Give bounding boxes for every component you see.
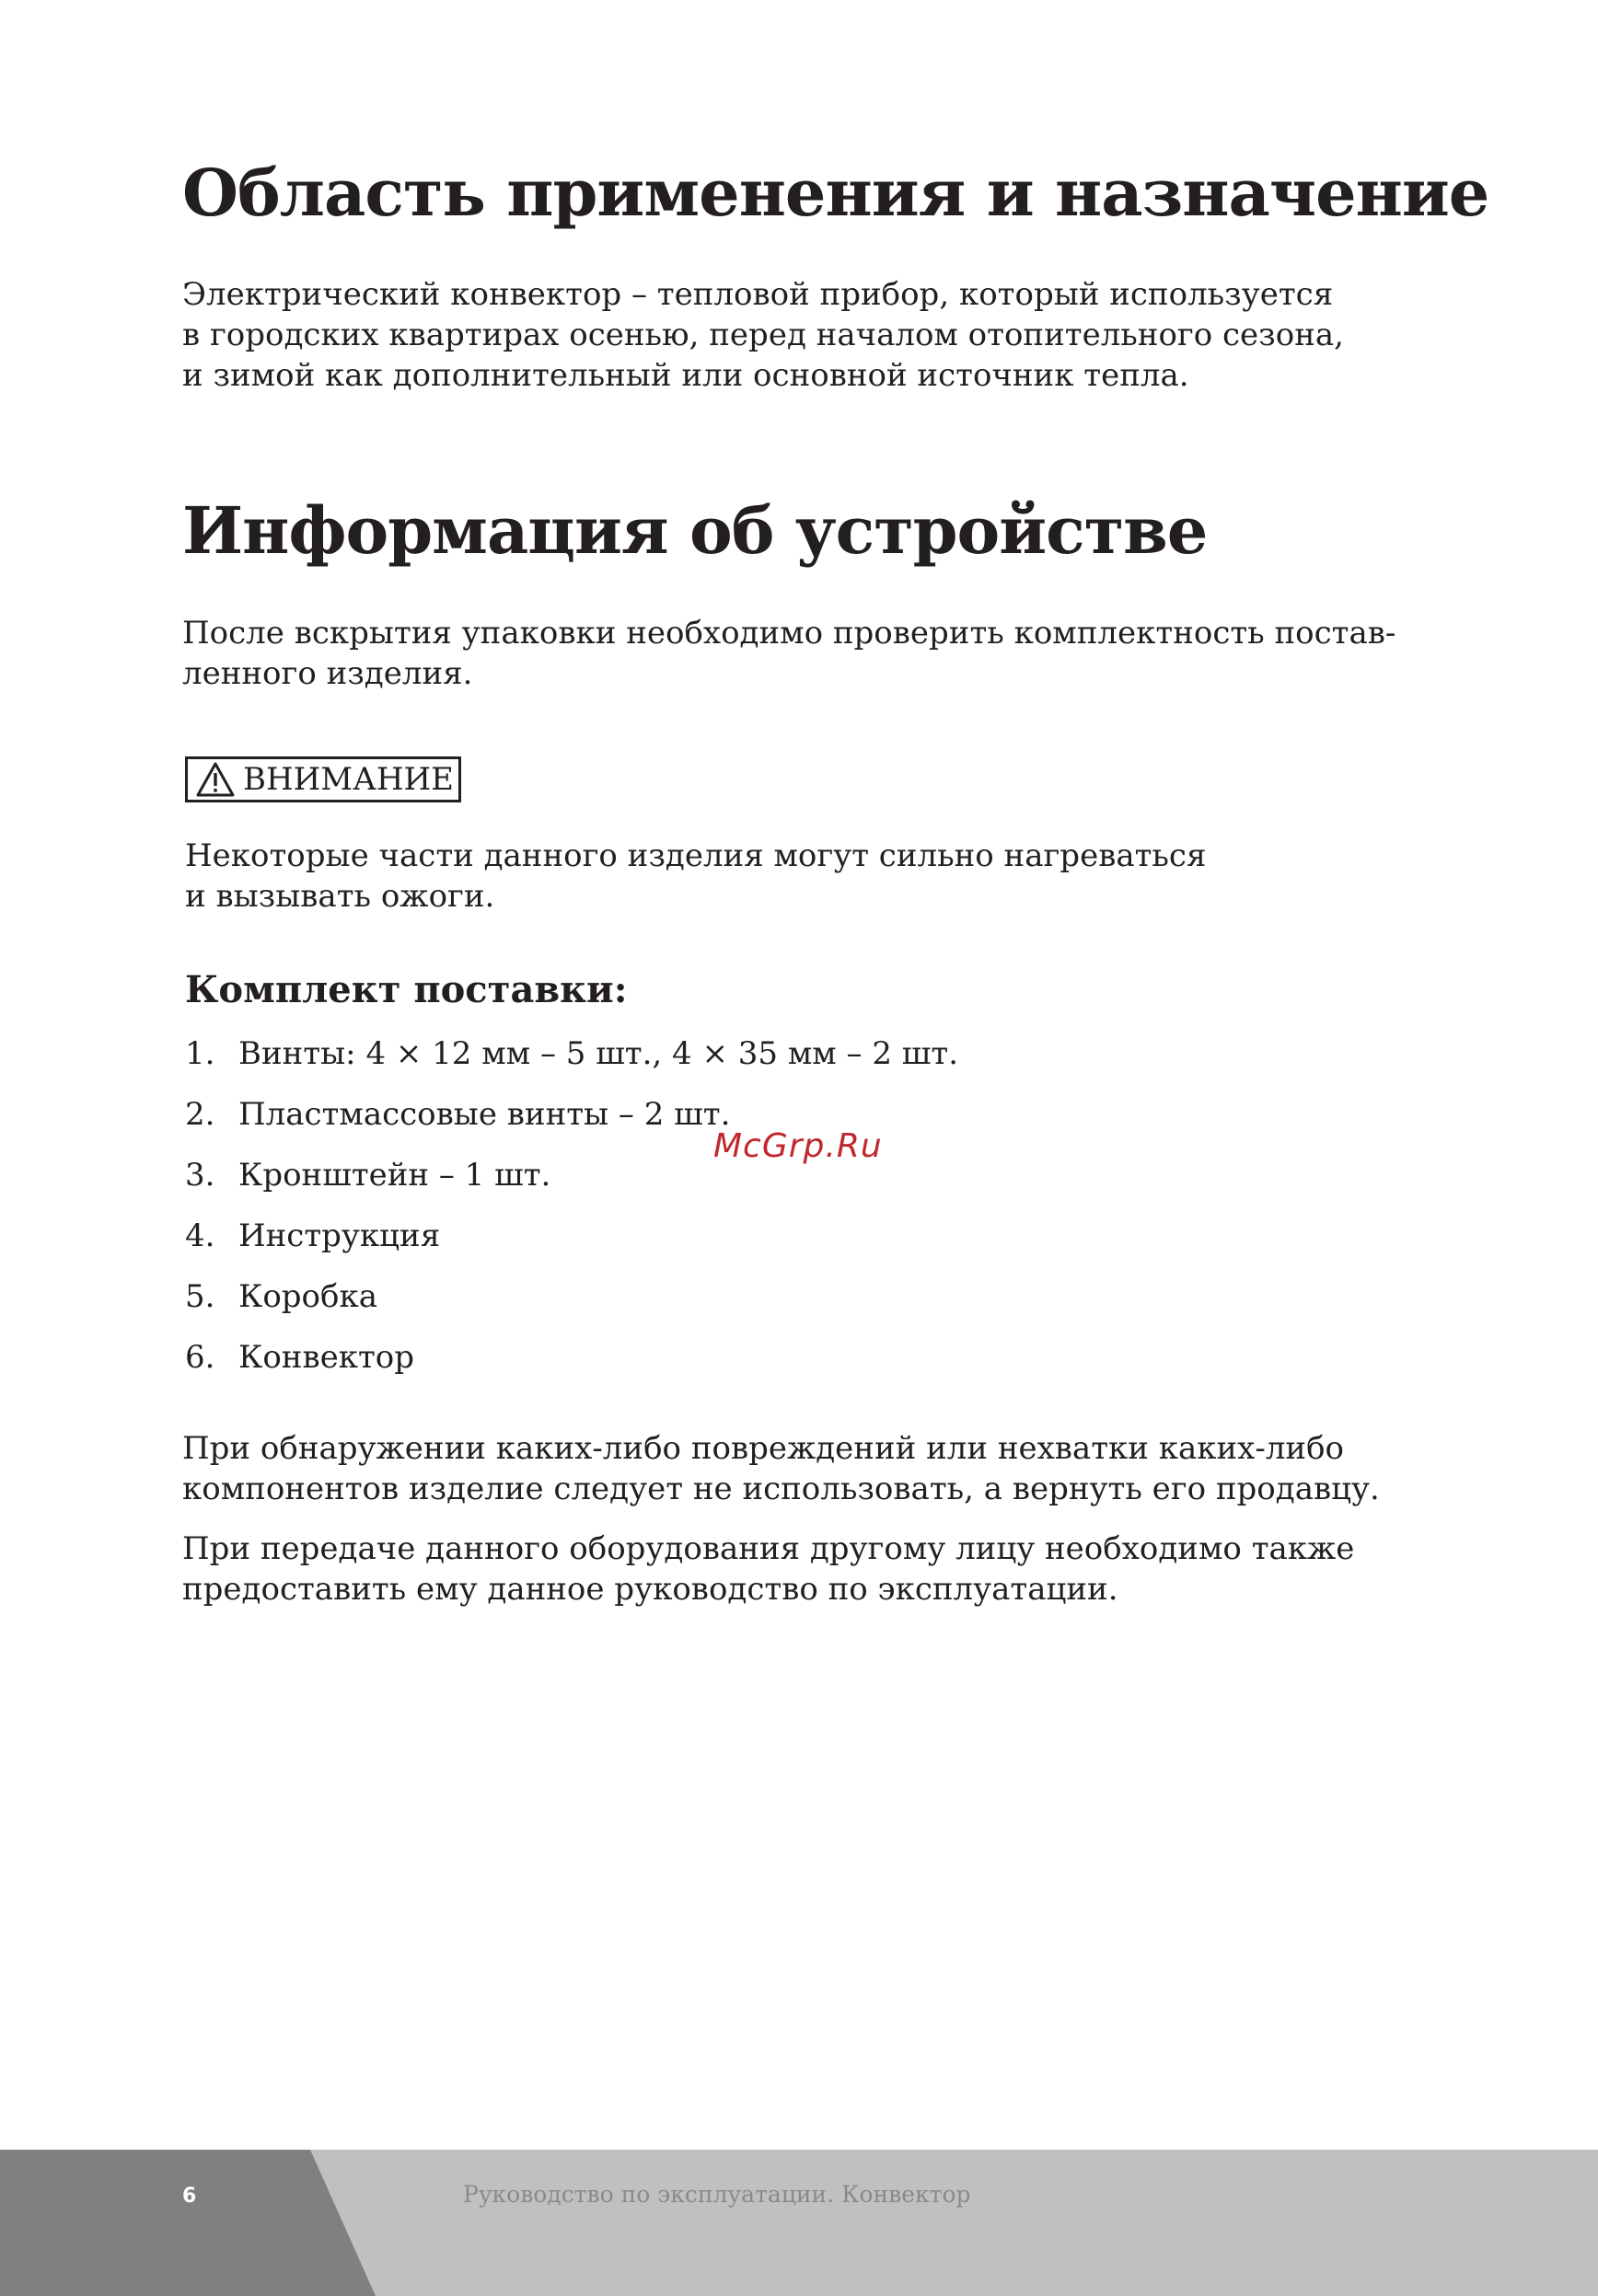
paragraph-line: Некоторые части данного изделия могут сильно нагреваться xyxy=(185,837,1207,874)
list-item xyxy=(185,1216,958,1276)
warning-label: ВНИМАНИЕ xyxy=(243,761,454,798)
paragraph-line: компонентов изделие следует не использовать, а вернуть его продавцу. xyxy=(182,1471,1380,1507)
package-contents-title: Комплект поставки: xyxy=(185,968,628,1011)
paragraph-line: После вскрытия упаковки необходимо проверить комплектность постав- xyxy=(182,615,1396,652)
list-item-number: 3. xyxy=(185,1157,215,1194)
paragraph-line: предоставить ему данное руководство по эксплуатации. xyxy=(182,1571,1118,1608)
list-item-text: Кронштейн – 1 шт. xyxy=(238,1157,551,1194)
paragraph-line: ленного изделия. xyxy=(182,655,473,692)
section-title-device-info: Информация об устройстве xyxy=(182,492,1208,569)
transfer-notice-paragraph xyxy=(182,1529,1354,1610)
list-item-text: Винты: 4 × 12 мм – 5 шт., 4 × 35 мм – 2 шт. xyxy=(238,1035,959,1072)
warning-badge xyxy=(185,756,461,802)
paragraph-line: Электрический конвектор – тепловой прибор, который используется xyxy=(182,276,1334,313)
device-info-paragraph xyxy=(182,613,1395,694)
paragraph-line: При передаче данного оборудования другому лицу необходимо также xyxy=(182,1530,1355,1567)
list-item xyxy=(185,1276,958,1337)
paragraph-line: При обнаружении каких-либо повреждений или нехватки каких-либо xyxy=(182,1430,1345,1467)
list-item-text: Конвектор xyxy=(238,1339,415,1376)
list-item-text: Пластмассовые винты – 2 шт. xyxy=(238,1096,731,1133)
list-item-number: 2. xyxy=(185,1096,215,1133)
list-item-text: Инструкция xyxy=(238,1217,441,1254)
footer-document-title: Руководство по эксплуатации. Конвектор xyxy=(463,2181,971,2208)
warning-triangle-icon xyxy=(195,761,236,798)
list-item xyxy=(185,1337,958,1398)
list-item xyxy=(185,1033,958,1094)
list-item-number: 4. xyxy=(185,1217,215,1254)
footer-dark-band xyxy=(0,2150,376,2296)
list-item-number: 6. xyxy=(185,1339,215,1376)
list-item-number: 1. xyxy=(185,1035,215,1072)
list-item-text: Коробка xyxy=(238,1278,378,1315)
list-item-number: 5. xyxy=(185,1278,215,1315)
scope-paragraph xyxy=(182,274,1344,396)
page-footer xyxy=(0,2150,1598,2296)
watermark-text: McGrp.Ru xyxy=(713,1127,883,1165)
page-number: 6 xyxy=(182,2185,197,2208)
paragraph-line: и зимой как дополнительный или основной источник тепла. xyxy=(182,357,1189,394)
paragraph-line: и вызывать ожоги. xyxy=(185,878,495,915)
damage-notice-paragraph xyxy=(182,1428,1380,1509)
section-title-scope: Область применения и назначение xyxy=(182,155,1489,231)
paragraph-line: в городских квартирах осенью, перед началом отопительного сезона, xyxy=(182,317,1344,353)
warning-text xyxy=(185,836,1206,917)
footer-band xyxy=(0,2150,1598,2296)
package-contents-list xyxy=(185,1033,958,1398)
